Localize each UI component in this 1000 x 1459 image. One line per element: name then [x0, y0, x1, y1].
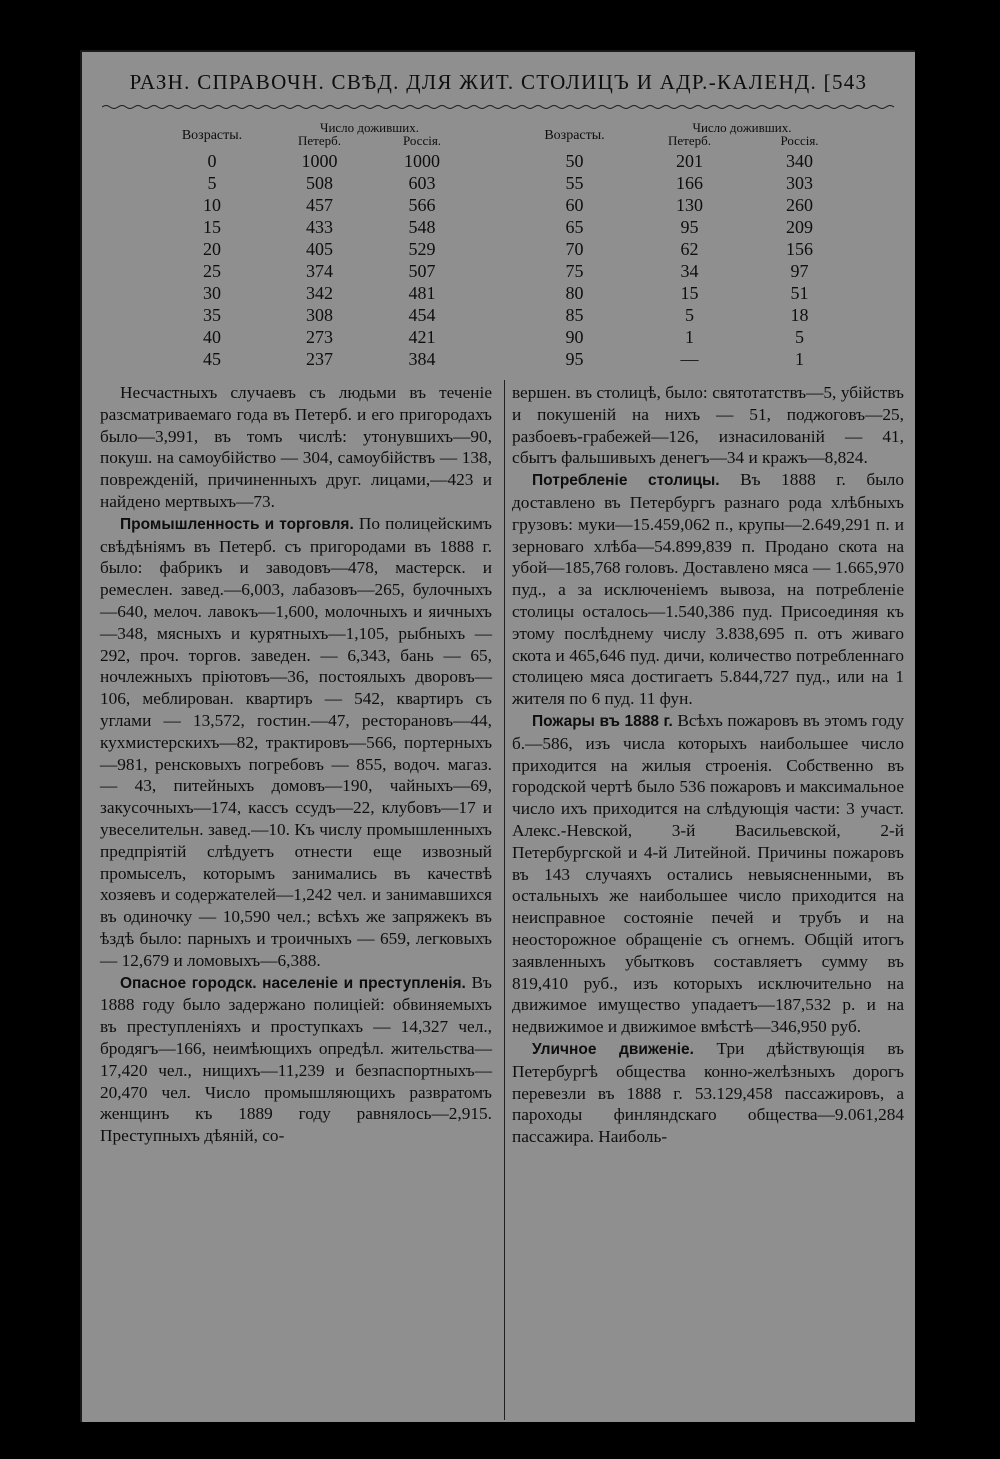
russia-cell: 97 [790, 261, 809, 281]
table-row [517, 150, 852, 172]
table-row [517, 304, 852, 326]
table-row [157, 260, 472, 282]
table-row [517, 348, 852, 370]
page [80, 50, 915, 1422]
paragraph [100, 972, 492, 1147]
age-cell: 35 [203, 305, 221, 325]
survival-table-right [517, 122, 852, 370]
russia-cell: 156 [786, 239, 813, 259]
survival-table-left [157, 122, 472, 370]
age-cell: 95 [565, 349, 584, 369]
russia-cell: 340 [786, 151, 813, 171]
age-cell: 10 [203, 195, 221, 215]
age-cell: 65 [565, 217, 584, 237]
table-row [517, 194, 852, 216]
spb-cell: 201 [676, 151, 703, 171]
table-row [157, 194, 472, 216]
paragraph-text: Три дѣйствующія въ Петербургѣ общества конно-желѣзныхъ дорогъ перевезли въ 1888 г. 53.129,458 пассажировъ, а пароходы финляндскаго общества—9.061,284 пассажира. Наиболь- [512, 1038, 904, 1147]
spb-cell: 130 [676, 195, 703, 215]
spb-header: Петерб. [298, 133, 341, 148]
age-header: Возрасты. [544, 128, 605, 143]
paragraph-text: Всѣхъ пожаровъ въ этомъ году б.—586, изъ числа которыхъ наибольшее число приходится на жилыя строенія. Собственно въ городской чертѣ было 536 пожаровъ и максимальное число ихъ приходится на слѣдующія части: 3 участ. Алекс.-Невской, 3-й Васильевской, 2-й Петербургской и 4-й Литейной. Причины пожаровъ въ 143 случаяхъ остались невыясненными, въ остальныхъ же наибольшее число приходится на неисправное состояніе печей и трубъ и на неосторожное обращеніе съ огнемъ. Общій итогъ заявленныхъ убытковъ составляетъ сумму въ 819,410 руб., изъ которыхъ исключительно на движимое имущество упадаетъ—187,532 р. и на недвижимое и движимое вмѣстѣ—346,950 руб. [512, 710, 904, 1037]
table-row [157, 238, 472, 260]
spb-cell: 15 [680, 283, 699, 303]
paragraph-text: Въ 1888 году было задержано полиціей: обвиняемыхъ въ преступленіяхъ и проступкахъ — 14,327 чел., бродягъ—166, неимѣющихъ опредѣл. жительства—17,420 чел., нищихъ—11,239 и безпаспортныхъ—20,470 чел. Число промышляющихъ развратомъ женщинъ къ 1889 году равнялось—2,915. Преступныхъ дѣяній, со- [100, 972, 492, 1146]
age-cell: 5 [207, 173, 217, 193]
paragraph-text: вершен. въ столицѣ, было: святотатствъ—5, убійствъ и покушеній на нихъ — 51, поджоговъ—25, разбоевъ-грабежей—126, изнасилованій — 41, сбытъ фальшивыхъ денегъ—34 и кражъ—8,824. [512, 383, 904, 468]
age-cell: 0 [207, 151, 217, 171]
russia-cell: 481 [408, 283, 436, 303]
table-row [517, 326, 852, 348]
paragraph [100, 513, 492, 972]
paragraph [512, 1038, 904, 1148]
russia-cell: 566 [408, 195, 436, 215]
age-header: Возрасты. [181, 128, 243, 143]
spb-cell: 405 [306, 239, 333, 259]
age-cell: 25 [203, 261, 221, 281]
age-cell: 55 [565, 173, 584, 193]
russia-cell: 421 [408, 327, 436, 347]
age-cell: 40 [203, 327, 221, 347]
russia-cell: 303 [786, 173, 813, 193]
age-cell: 20 [203, 239, 221, 259]
russia-cell: 507 [408, 261, 436, 281]
section-heading: Опасное городск. населеніе и преступленія. [120, 974, 466, 992]
section-heading: Потребленіе столицы. [532, 472, 720, 490]
table-row [517, 172, 852, 194]
running-header: РАЗН. СПРАВОЧН. СВѢД. ДЛЯ ЖИТ. СТОЛИЦЪ И АДР.-КАЛЕНД. [543 [129, 70, 868, 94]
spb-header: Петерб. [668, 133, 711, 148]
paragraph-text: По полицейскимъ свѣдѣніямъ въ Петерб. съ пригородами въ 1888 г. было: фабрикъ и заводовъ—478, мастерск. и ремеслен. завед.—6,003, лабазовъ—265, булочныхъ—640, мелоч. лавокъ—1,600, молочныхъ и яичныхъ—348, мясныхъ и курятныхъ—1,105, рыбныхъ — 292, проч. торгов. заведен. — 6,343, бань — 65, ночлежныхъ пріютовъ—36, постоялыхъ дворовъ—106, меблирован. квартиръ — 542, квартиръ съ углами — 13,572, гостин.—47, ресторановъ—44, кухмистерскихъ—82, трактировъ—566, портерныхъ—981, ренсковыхъ погребовъ — 855, водоч. магаз. — 43, питейныхъ домовъ—190, чайныхъ—69, закусочныхъ—174, кассъ ссудъ—22, клубовъ—17 и увеселительн. завед.—10. Къ числу промышленныхъ предпріятій слѣдуетъ отнести еще извозный промыселъ, которымъ занимались въ качествѣ хозяевъ и содержателей—1,242 чел. и занимавшихся въ одиночку — 10,590 чел.; всѣхъ же запряжекъ въ ѣздѣ было: парныхъ и троичныхъ — 659, легковыхъ — 12,679 и ломовыхъ—6,388. [100, 513, 492, 970]
spb-cell: 508 [306, 173, 333, 193]
paragraph [512, 382, 904, 469]
spb-cell: 273 [306, 327, 333, 347]
table-row [157, 326, 472, 348]
russia-cell: 260 [786, 195, 813, 215]
russia-cell: 18 [790, 305, 809, 325]
table-row [157, 150, 472, 172]
age-cell: 60 [565, 195, 584, 215]
table-row [517, 260, 852, 282]
spb-cell: 342 [306, 283, 333, 303]
russia-cell: 1 [795, 349, 804, 369]
column-divider [504, 380, 505, 1420]
russia-header: Россія. [402, 133, 442, 148]
paragraph [512, 469, 904, 710]
spb-cell: 433 [306, 217, 333, 237]
table-row [157, 282, 472, 304]
decorative-rule [102, 104, 897, 110]
section-heading: Пожары въ 1888 г. [532, 712, 673, 730]
age-cell: 30 [203, 283, 221, 303]
section-heading: Уличное движеніе. [532, 1040, 694, 1058]
russia-cell: 603 [408, 173, 436, 193]
survivors-header: Число доживших. [320, 120, 419, 135]
paragraph-text: Несчастныхъ случаевъ съ людьми въ теченіе разсматриваемаго года въ Петерб. и его пригородахъ было—3,991, въ томъ числѣ: утонувшихъ—90, покуш. на самоубійство — 304, самоубійствъ — 138, поврежденій, причиненныхъ друг. лицами,—423 и найдено мертвыхъ—73. [100, 383, 492, 511]
left-text-column [100, 382, 492, 1147]
paragraph [512, 710, 904, 1038]
russia-cell: 454 [408, 305, 436, 325]
age-cell: 75 [565, 261, 584, 281]
age-cell: 50 [565, 151, 584, 171]
spb-cell: 95 [680, 217, 699, 237]
age-cell: 90 [565, 327, 584, 347]
paragraph-text: Въ 1888 г. было доставлено въ Петербургъ разнаго рода хлѣбныхъ грузовъ: муки—15.459,062 п., крупы—2.649,291 п. и зерноваго хлѣба—54.899,839 п. Продано скота на убой—185,768 головъ. Доставлено мяса — 1.665,970 пуд., а за исключеніемъ вывоза, на потребленіе столицы осталось—1.540,386 пуд. Присоединяя къ этому послѣднему числу 3.838,695 п. отъ живаго скота и 465,646 пуд. дичи, количество потребленнаго столицею мяса достигаетъ 5.844,727 пуд., или на 1 жителя по 6 пуд. 11 фун. [512, 470, 905, 709]
table-row [517, 282, 852, 304]
table-row [157, 216, 472, 238]
section-heading: Промышленность и торговля. [120, 515, 354, 533]
russia-cell: 384 [408, 349, 436, 369]
spb-cell: 62 [680, 239, 699, 259]
russia-header: Россія. [780, 133, 819, 148]
right-text-column [512, 382, 904, 1148]
spb-cell: 374 [306, 261, 333, 281]
spb-cell: 1 [685, 327, 694, 347]
survivors-header: Число доживших. [692, 120, 792, 135]
russia-cell: 51 [790, 283, 809, 303]
age-cell: 15 [203, 217, 221, 237]
spb-cell: 5 [685, 305, 694, 325]
spb-cell: 457 [306, 195, 333, 215]
table-row [157, 348, 472, 370]
spb-cell: — [680, 349, 699, 369]
paragraph [100, 382, 492, 513]
spb-cell: 34 [680, 261, 699, 281]
spb-cell: 166 [676, 173, 703, 193]
spb-cell: 1000 [301, 151, 338, 171]
russia-cell: 1000 [404, 151, 440, 171]
age-cell: 45 [203, 349, 221, 369]
table-row [517, 238, 852, 260]
age-cell: 70 [565, 239, 584, 259]
table-row [157, 172, 472, 194]
table-row [157, 304, 472, 326]
russia-cell: 548 [408, 217, 436, 237]
russia-cell: 529 [408, 239, 436, 259]
russia-cell: 209 [786, 217, 813, 237]
age-cell: 85 [565, 305, 584, 325]
table-row [517, 216, 852, 238]
spb-cell: 237 [306, 349, 333, 369]
spb-cell: 308 [306, 305, 333, 325]
russia-cell: 5 [795, 327, 804, 347]
age-cell: 80 [565, 283, 584, 303]
